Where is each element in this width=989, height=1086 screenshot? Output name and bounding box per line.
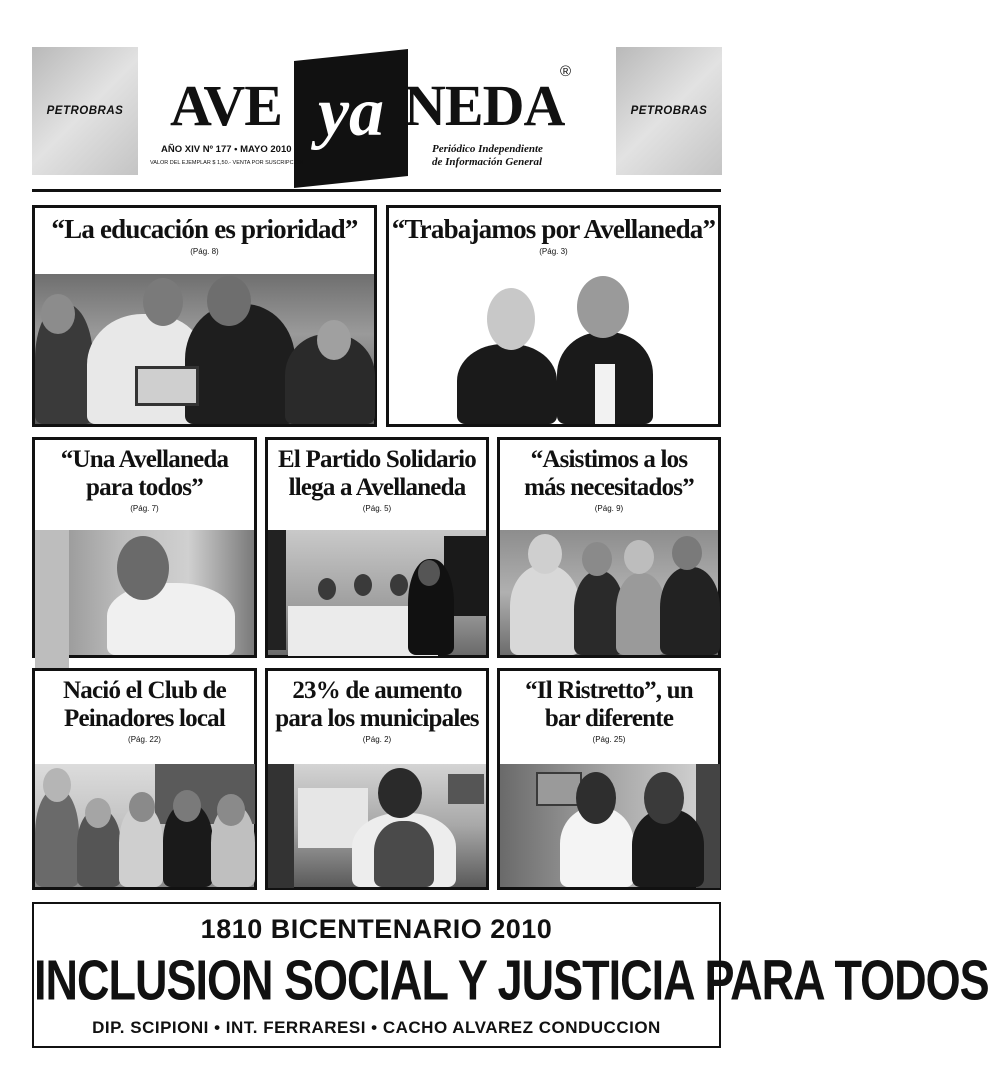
ad-label: PETROBRAS	[46, 105, 124, 117]
story-page-ref: (Pág. 9)	[594, 504, 624, 513]
story-card-aumento-municipales[interactable]	[265, 668, 489, 890]
ad-label: PETROBRAS	[630, 105, 708, 117]
story-photo	[268, 764, 486, 887]
masthead-ya: ya	[317, 74, 385, 151]
banner-top-line: 1810 BICENTENARIO 2010	[200, 914, 553, 944]
story-page-ref: (Pág. 8)	[190, 247, 219, 256]
petrobras-ad-left	[32, 47, 138, 175]
story-photo	[35, 274, 374, 424]
story-photo	[500, 764, 718, 887]
banner-headline: INCLUSION SOCIAL Y JUSTICIA PARA TODOS	[34, 948, 989, 1012]
story-page-ref: (Pág. 2)	[362, 735, 392, 744]
headline-line: “Il Ristretto”, un	[525, 677, 693, 704]
story-card-partido-solidario[interactable]	[265, 437, 489, 658]
masthead-left: AVE	[170, 73, 282, 138]
headline-line: 23% de aumento	[292, 677, 462, 704]
story-headline	[35, 677, 254, 733]
story-photo	[389, 274, 718, 424]
headline-line: para todos”	[86, 474, 203, 501]
issue-info: AÑO XIV Nº 177 • MAYO 2010	[161, 144, 292, 155]
story-card-education[interactable]	[32, 205, 377, 427]
masthead-subtitle	[432, 143, 543, 169]
header-rule	[32, 189, 721, 192]
story-headline	[500, 677, 718, 733]
story-headline	[35, 446, 254, 502]
masthead-right: NEDA	[404, 73, 565, 138]
headline-line: Peinadores local	[63, 705, 226, 732]
story-photo	[268, 530, 486, 655]
price-info: VALOR DEL EJEMPLAR $ 1,50.- VENTA POR SUSCRIPCION	[150, 160, 304, 166]
headline-line: para los municipales	[275, 705, 479, 732]
story-card-il-ristretto[interactable]	[497, 668, 721, 890]
headline-line: llega a Avellaneda	[288, 474, 466, 501]
story-page-ref: (Pág. 5)	[362, 504, 392, 513]
subtitle-line: Periódico Independiente	[432, 143, 543, 155]
story-photo	[500, 530, 718, 655]
headline-line: Nació el Club de	[63, 677, 226, 704]
story-page-ref: (Pág. 22)	[128, 735, 161, 744]
story-photo	[35, 764, 254, 887]
story-photo	[35, 530, 254, 655]
registered-mark: ®	[560, 63, 572, 80]
story-card-club-peinadores[interactable]	[32, 668, 257, 890]
story-headline: “Trabajamos por Avellaneda”	[391, 214, 716, 244]
story-headline	[268, 446, 486, 502]
bicentenario-banner	[32, 902, 989, 1048]
story-card-asistimos[interactable]	[497, 437, 721, 658]
story-card-una-avellaneda[interactable]	[32, 437, 257, 658]
subtitle-line: de Información General	[432, 156, 542, 168]
story-page-ref: (Pág. 7)	[130, 504, 159, 513]
headline-line: El Partido Solidario	[278, 446, 476, 473]
story-card-trabajamos[interactable]	[386, 205, 721, 427]
story-headline: “La educación es prioridad”	[51, 214, 358, 244]
headline-line: “Asistimos a los	[530, 446, 688, 473]
petrobras-ad-right	[616, 47, 722, 175]
banner-bottom-line: DIP. SCIPIONI • INT. FERRARESI • CACHO ALVAREZ CONDUCCION	[92, 1018, 661, 1037]
story-page-ref: (Pág. 25)	[592, 735, 626, 744]
headline-line: bar diferente	[544, 705, 674, 732]
story-page-ref: (Pág. 3)	[539, 247, 568, 256]
headline-line: más necesitados”	[524, 474, 694, 501]
story-headline	[500, 446, 718, 502]
headline-line: “Una Avellaneda	[60, 446, 229, 473]
story-headline	[268, 677, 486, 733]
